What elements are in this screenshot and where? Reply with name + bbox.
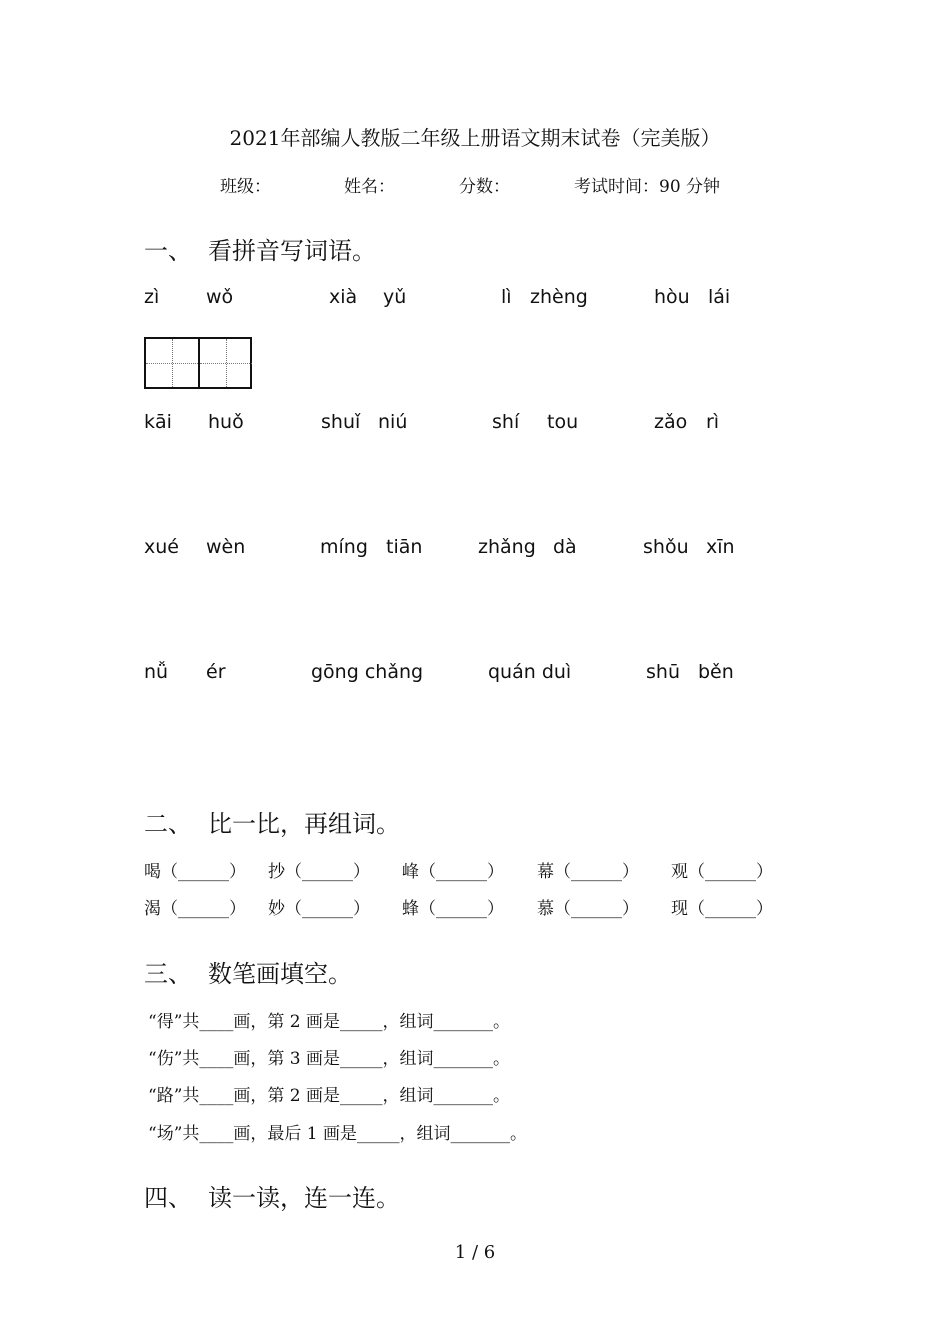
pinyin-syllable: zì [144, 286, 160, 308]
pinyin-syllable: lì [501, 286, 512, 308]
pinyin-syllable: wǒ [206, 286, 234, 308]
exam-time-label: 考试时间：90 分钟 [574, 177, 721, 197]
compare-item[interactable]: 慕（______） [537, 899, 639, 919]
pinyin-syllable: shǒu [643, 536, 689, 558]
pinyin-syllable: dà [553, 536, 577, 558]
section-3-title: 数笔画填空。 [208, 960, 352, 988]
pinyin-syllable: běn [698, 661, 734, 683]
compare-item[interactable]: 喝（______） [144, 862, 246, 882]
pinyin-syllable: wèn [206, 536, 246, 558]
pinyin-syllable: kāi [144, 411, 172, 433]
compare-item[interactable]: 观（______） [671, 862, 773, 882]
pinyin-syllable: lái [708, 286, 731, 308]
stroke-question[interactable]: “场”共____画，最后 1 画是_____，组词_______。 [148, 1124, 528, 1144]
stroke-question[interactable]: “路”共____画，第 2 画是_____，组词_______。 [148, 1086, 511, 1106]
page-number: 1 / 6 [454, 1242, 496, 1263]
pinyin-syllable: huǒ [208, 411, 244, 433]
score-label: 分数： [459, 177, 510, 197]
name-label: 姓名： [344, 177, 395, 197]
compare-item[interactable]: 渴（______） [144, 899, 246, 919]
compare-item[interactable]: 妙（______） [268, 899, 370, 919]
section-2-title: 比一比，再组词。 [208, 810, 400, 838]
writing-grid[interactable] [144, 337, 252, 389]
stroke-question[interactable]: “得”共____画，第 2 画是_____，组词_______。 [148, 1012, 511, 1032]
section-3-number: 三、 [144, 960, 192, 988]
compare-item[interactable]: 幕（______） [537, 862, 639, 882]
pinyin-syllable: rì [706, 411, 720, 433]
stroke-question[interactable]: “伤”共____画，第 3 画是_____，组词_______。 [148, 1049, 511, 1069]
document-title: 2021年部编人教版二年级上册语文期末试卷（完美版） [229, 126, 721, 150]
pinyin-syllable: xīn [706, 536, 735, 558]
pinyin-syllable: shí [492, 411, 520, 433]
writing-cell[interactable] [200, 339, 252, 387]
section-1-title: 看拼音写词语。 [208, 237, 376, 265]
section-2-number: 二、 [144, 810, 192, 838]
compare-item[interactable]: 峰（______） [402, 862, 504, 882]
pinyin-syllable: zhǎng [478, 536, 536, 558]
grid-guide-vertical [226, 339, 227, 387]
pinyin-syllable: nǚ [144, 661, 169, 683]
pinyin-syllable: yǔ [383, 286, 407, 308]
pinyin-syllable: tiān [386, 536, 423, 558]
section-4-number: 四、 [144, 1184, 192, 1212]
grid-guide-vertical [172, 339, 173, 387]
pinyin-syllable: zǎo [654, 411, 688, 433]
section-4-title: 读一读，连一连。 [208, 1184, 400, 1212]
pinyin-syllable: míng [320, 536, 368, 558]
pinyin-syllable: xià [329, 286, 358, 308]
pinyin-syllable: zhèng [530, 286, 588, 308]
pinyin-syllable: shuǐ [321, 411, 361, 433]
pinyin-syllable: gōng chǎng [311, 661, 424, 683]
pinyin-syllable: hòu [654, 286, 690, 308]
pinyin-syllable: xué [144, 536, 179, 558]
compare-item[interactable]: 现（______） [671, 899, 773, 919]
pinyin-syllable: shū [646, 661, 680, 683]
pinyin-syllable: niú [378, 411, 408, 433]
class-label: 班级： [220, 177, 271, 197]
pinyin-syllable: tou [547, 411, 579, 433]
pinyin-syllable: ér [206, 661, 226, 683]
section-1-number: 一、 [144, 237, 192, 265]
pinyin-syllable: quán duì [488, 661, 572, 683]
compare-item[interactable]: 抄（______） [268, 862, 370, 882]
writing-cell[interactable] [146, 339, 200, 387]
compare-item[interactable]: 蜂（______） [402, 899, 504, 919]
